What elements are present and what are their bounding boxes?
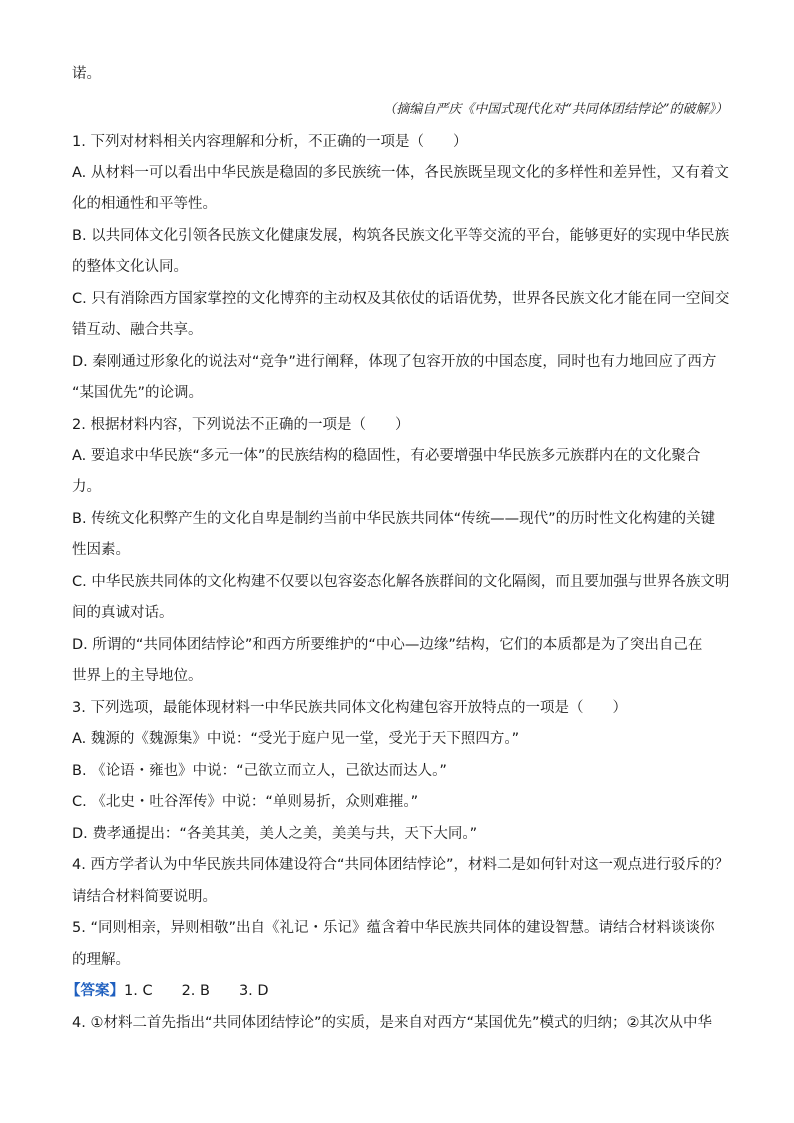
q2-option-d-line2: 世界上的主导地位。 [72, 668, 203, 684]
q1-option-c-line2: 错互动、融合共享。 [72, 322, 203, 338]
q2-option-a-line2: 力。 [72, 479, 101, 495]
explanation-line: 4. ①材料二首先指出“共同体团结悖论”的实质，是来自对西方“某国优先”模式的归纳；②其次从中华 [72, 1015, 712, 1031]
question-2-stem: 2. 根据材料内容，下列说法不正确的一项是（ ） [72, 417, 410, 433]
q1-option-d-line1: D. 秦刚通过形象化的说法对“竞争”进行阐释，体现了包容开放的中国态度，同时也有力地回应了西方 [72, 354, 717, 370]
answer-tag: 【答案】 [66, 983, 124, 999]
q1-option-c-line1: C. 只有消除西方国家掌控的文化博弈的主动权及其依仗的话语优势，世界各民族文化才能在同一空间交 [72, 291, 730, 307]
question-3-stem: 3. 下列选项，最能体现材料一中华民族共同体文化构建包容开放特点的一项是（ ） [72, 700, 627, 716]
q2-option-a-line1: A. 要追求中华民族“多元一体”的民族结构的稳固性，有必要增强中华民族多元族群内在的文化聚合 [72, 448, 701, 464]
q1-option-b-line2: 的整体文化认同。 [72, 259, 188, 275]
q1-option-a-line1: A. 从材料一可以看出中华民族是稳固的多民族统一体，各民族既呈现文化的多样性和差异性，又有着文 [72, 165, 729, 181]
answer-items: 1. C 2. B 3. D [124, 983, 269, 999]
question-1-stem: 1. 下列对材料相关内容理解和分析，不正确的一项是（ ） [72, 134, 468, 150]
q1-option-d-line2: “某国优先”的论调。 [72, 385, 204, 401]
question-5-stem-line2: 的理解。 [72, 952, 130, 968]
q3-option-c: C. 《北史・吐谷浑传》中说：“单则易折，众则难摧。” [72, 794, 419, 810]
q2-option-d-line1: D. 所谓的“共同体团结悖论”和西方所要维护的“中心—边缘”结构，它们的本质都是为了突出自己在 [72, 637, 703, 653]
q3-option-b: B. 《论语・雍也》中说：“己欲立而立人，己欲达而达人。” [72, 763, 447, 779]
q2-option-c-line1: C. 中华民族共同体的文化构建不仅要以包容姿态化解各族群间的文化隔阂，而且要加强与世界各族文明 [72, 574, 730, 590]
q3-option-d: D. 费孝通提出：“各美其美，美人之美，美美与共，天下大同。” [72, 826, 478, 842]
question-4-stem-line2: 请结合材料简要说明。 [72, 889, 217, 905]
continued-text-line: 诺。 [72, 66, 101, 82]
source-citation: （摘编自严庆《中国式现代化对“共同体团结悖论”的破解》） [383, 102, 728, 117]
question-4-stem-line1: 4. 西方学者认为中华民族共同体建设符合“共同体团结悖论”，材料二是如何针对这一观点进行驳斥的？ [72, 857, 729, 873]
q2-option-b-line2: 性因素。 [72, 542, 130, 558]
q2-option-b-line1: B. 传统文化积弊产生的文化自卑是制约当前中华民族共同体“传统——现代”的历时性文化构建的关键 [72, 511, 716, 527]
question-5-stem-line1: 5. “同则相亲，异则相敬”出自《礼记・乐记》蕴含着中华民族共同体的建设智慧。请结合材料谈谈你 [72, 920, 715, 936]
q3-option-a: A. 魏源的《魏源集》中说：“受光于庭户见一堂，受光于天下照四方。” [72, 731, 520, 747]
q1-option-a-line2: 化的相通性和平等性。 [72, 196, 217, 212]
answer-line [66, 981, 269, 1001]
q2-option-c-line2: 间的真诚对话。 [72, 605, 174, 621]
q1-option-b-line1: B. 以共同体文化引领各民族文化健康发展，构筑各民族文化平等交流的平台，能够更好的实现中华民族 [72, 228, 730, 244]
